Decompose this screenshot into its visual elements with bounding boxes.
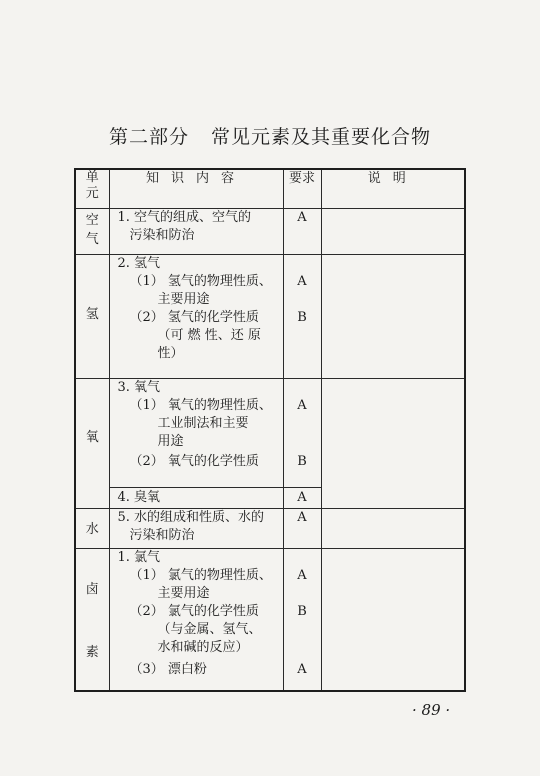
table-row	[75, 255, 465, 379]
note-cell	[321, 549, 465, 691]
content-cell: 3. 氧气 （1） 氧气的物理性质、 工业制法和主要 用途 （2） 氧气的化学性质	[109, 379, 283, 488]
requirement-cell: A B	[283, 379, 321, 488]
part-name: 常见元素及其重要化合物	[211, 126, 432, 148]
content-cell: 2. 氢气 （1） 氢气的物理性质、 主要用途 （2） 氢气的化学性质 （可 燃 性、还 原 性）	[109, 255, 283, 379]
header-note: 说明	[321, 169, 465, 209]
note-cell	[321, 209, 465, 255]
page-title	[0, 122, 540, 149]
requirement-cell: A B A	[283, 549, 321, 691]
header-content: 知识内容	[109, 169, 283, 209]
page-number: · 89 ·	[412, 701, 451, 719]
header-unit: 单 元	[75, 169, 109, 209]
table-row	[75, 509, 465, 549]
note-cell	[321, 509, 465, 549]
table-row	[75, 549, 465, 691]
unit-cell: 氧	[75, 379, 109, 509]
header-requirement: 要求	[283, 169, 321, 209]
unit-cell: 空 气	[75, 209, 109, 255]
part-label: 第二部分	[108, 126, 189, 148]
syllabus-table	[74, 168, 466, 692]
unit-cell: 氢	[75, 255, 109, 379]
content-cell: 1. 空气的组成、空气的 污染和防治	[109, 209, 283, 255]
content-cell: 4. 臭氧	[109, 488, 283, 509]
content-cell: 5. 水的组成和性质、水的 污染和防治	[109, 509, 283, 549]
table-header-row	[75, 169, 465, 209]
unit-cell: 卤 素	[75, 549, 109, 691]
unit-cell: 水	[75, 509, 109, 549]
requirement-cell: A	[283, 488, 321, 509]
note-cell	[321, 379, 465, 509]
table-row	[75, 209, 465, 255]
requirement-cell: A B	[283, 255, 321, 379]
requirement-cell: A	[283, 209, 321, 255]
table-row	[75, 379, 465, 488]
content-cell: 1. 氯气 （1） 氯气的物理性质、 主要用途 （2） 氯气的化学性质 （与金属、氢气、 水和碱的反应） （3） 漂白粉	[109, 549, 283, 691]
note-cell	[321, 255, 465, 379]
requirement-cell: A	[283, 509, 321, 549]
